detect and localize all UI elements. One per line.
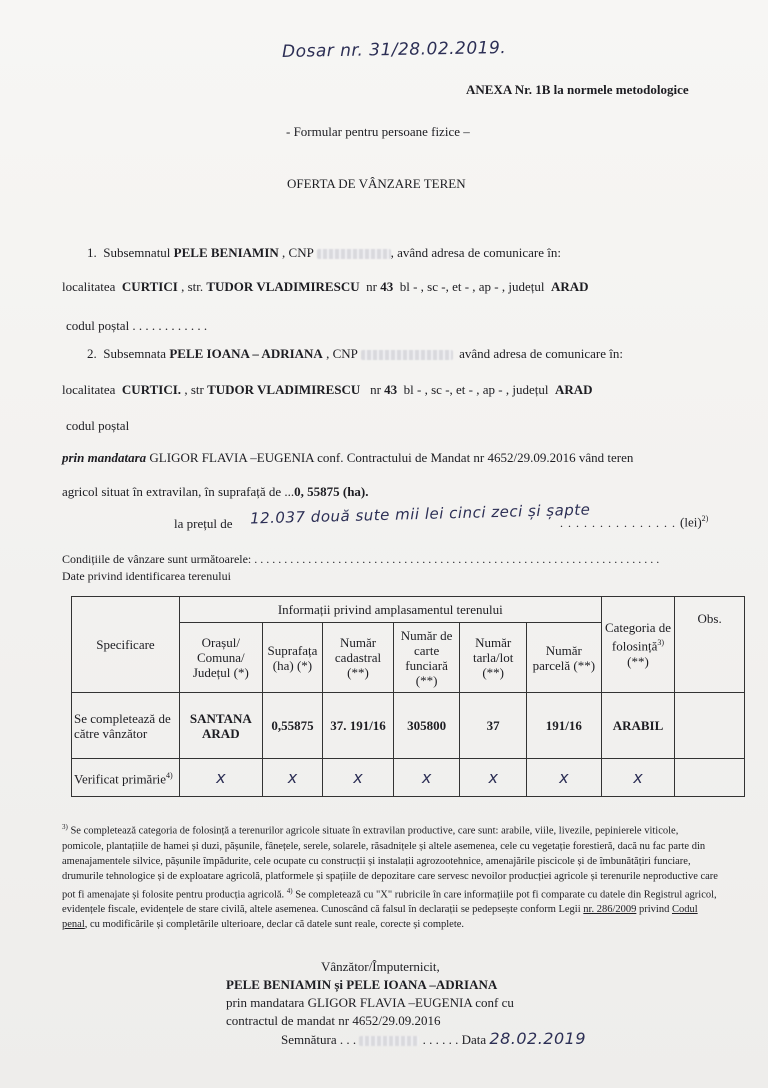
handwritten-date: 28.02.2019: [489, 1029, 586, 1048]
cell-obs: [675, 759, 745, 797]
agent-name: GLIGOR FLAVIA –EUGENIA: [149, 450, 314, 465]
cnp-label: , CNP: [326, 346, 358, 361]
check-mark: x: [353, 767, 363, 787]
annex-title: ANEXA Nr. 1B la normele metodologice: [466, 82, 689, 97]
declaration-text: Cunoscând că falsul în declarații se pedepsește conform Legii: [321, 904, 581, 915]
county-value: ARAD: [550, 279, 589, 294]
category-header: [601, 597, 675, 693]
cell-land-book: 305800: [393, 693, 460, 759]
seller-2-prefix: Subsemnata: [103, 346, 167, 361]
check-mark: x: [488, 767, 498, 787]
signer-role: Vânzător/Împuternicit,: [321, 959, 440, 974]
address-intro: , având adresa de comunicare în:: [390, 245, 561, 260]
address-intro: având adresa de comunicare în:: [459, 346, 624, 361]
street-label: , str: [184, 382, 204, 397]
number-value: 43: [384, 382, 398, 397]
footnote-ref: 4): [286, 886, 293, 895]
footnote-ref: 4): [166, 771, 173, 781]
col-plot: Număr tarla/lot (**): [460, 623, 527, 693]
land-area: 0, 55875 (ha).: [294, 484, 369, 499]
land-info-table: [71, 596, 745, 797]
signer-names: PELE BENIAMIN și PELE IOANA –ADRIANA: [226, 977, 498, 992]
mandate-text: conf. Contractului de Mandat nr 4652/29.09.2016 vând teren: [317, 450, 634, 465]
row-townhall-text: Verificat primărie: [74, 771, 167, 787]
cell-parcel: 191/16: [526, 693, 601, 759]
col-locality: Orașul/ Comuna/ Județul (*): [179, 623, 262, 693]
col-land-book: Număr de carte funciară (**): [393, 623, 460, 693]
locality-value: CURTICI: [121, 279, 178, 294]
law-reference: nr. 286/2009: [583, 904, 637, 915]
postal-code-2: codul poștal: [66, 418, 130, 433]
seller-2-address: [62, 382, 593, 398]
declaration-text: , cu modificările și completările ulterioare, declar că datele sunt reale, corecte și complete.: [84, 919, 465, 930]
check-mark: x: [559, 767, 569, 787]
street-value: TUDOR VLADIMIRESCU: [206, 279, 360, 294]
obs-header: Obs.: [675, 597, 745, 693]
footnote-3: Se completează categoria de folosință a terenurilor agricole situate în extravilan productive, care sunt: arabile, viile, livezile, pepinierele viticole, pomicole, plantațiile de hamei și duzi, pășunile, fânețele, serele, solarele, răsadnițele și altele asemenea, cele cu vegetație forestieră, dacă nu fac parte din amenajamentele silvice, pășunile împădurite, cele ocupate cu construcții și instalații agrozootehnice, amenajările piscicole și de îmbunătățiri funciare, drumurile tehnologice și de exploatare agricolă, platformele și spațiile de depozitare care servesc nevoilor producției agricole și terenurile neproductive care pot fi amenajate și folosite pentru producția agricolă.: [62, 825, 718, 900]
redacted-cnp: [361, 350, 453, 360]
handwritten-file-number: Dosar nr. 31/28.02.2019.: [281, 38, 507, 62]
mandate-line: [62, 450, 633, 466]
mandate-label: prin mandatara: [62, 450, 147, 465]
specification-header: Specificare: [72, 597, 180, 693]
col-parcel: Număr parcelă (**): [526, 623, 601, 693]
row-seller-label: Se completează de către vânzător: [72, 693, 180, 759]
locality-label: localitatea: [62, 279, 116, 294]
county-value: ARAD: [554, 382, 593, 397]
sale-conditions: Condițiile de vânzare sunt următoarele: . . . . . . . . . . . . . . . . . . . . . . . . . . . . . . . . . . . . . . . . . . . . . . . . . . . . . . . . . . . . . . . . . . . .: [62, 552, 660, 566]
signature-line: [226, 1030, 586, 1049]
check-mark: x: [287, 767, 298, 787]
cell-cadastral: 37. 191/16: [323, 693, 394, 759]
locality-value: CURTICI.: [121, 382, 182, 397]
item-number: 1.: [87, 245, 97, 260]
cell-area: 0,55875: [262, 693, 323, 759]
col-area: Suprafața (ha) (*): [262, 623, 323, 693]
street-label: , str.: [181, 279, 204, 294]
date-label: Data: [461, 1032, 487, 1047]
row-townhall-label: [72, 759, 180, 797]
footnote-4: Se completează cu "X" rubricile în care informațiile pot fi comparate cu datele din Registrul agricol, evidențele fiscale, evidențele de stare civilă, altele asemenea.: [62, 889, 717, 915]
seller-2-name: PELE IOANA – ADRIANA: [169, 346, 323, 361]
number-label: nr: [366, 279, 377, 294]
cell-locality: SANTANA ARAD: [179, 693, 262, 759]
redacted-cnp: [317, 249, 391, 259]
cell-plot: 37: [460, 693, 527, 759]
document-title: OFERTA DE VÂNZARE TEREN: [287, 176, 466, 191]
seller-1-prefix: Subsemnatul: [103, 245, 171, 260]
price-label: la prețul de: [174, 516, 233, 531]
currency-label: [680, 514, 708, 530]
street-value: TUDOR VLADIMIRESCU: [207, 382, 361, 397]
table-row: [72, 693, 745, 759]
seller-2-line: [87, 346, 623, 362]
land-line: [62, 484, 369, 500]
locality-label: localitatea: [62, 382, 116, 397]
postal-code-1: codul poștal . . . . . . . . . . . .: [66, 318, 208, 333]
check-mark: x: [216, 767, 226, 787]
item-number: 2.: [87, 346, 97, 361]
footnote-ref: 3): [62, 823, 68, 831]
category-suffix: (**): [627, 653, 649, 669]
redacted-signature: [359, 1036, 419, 1046]
address-details: bl - , sc -, et - , ap - , județul: [403, 382, 549, 397]
address-details: bl - , sc -, et - , ap - , județul: [399, 279, 545, 294]
price-dots: . . . . . . . . . . . . . . .: [560, 516, 676, 530]
seller-1-name: PELE BENIAMIN: [173, 245, 279, 260]
declaration-text: privind: [639, 904, 670, 915]
identification-heading: Date privind identificarea terenului: [62, 569, 231, 583]
handwritten-price: 12.037 două sute mii lei cinci zeci și șapte: [249, 500, 591, 528]
check-mark: x: [633, 767, 643, 787]
footnote-ref: 3): [657, 638, 665, 648]
cell-obs: [675, 693, 745, 759]
form-type: - Formular pentru persoane fizice –: [286, 124, 470, 139]
location-info-header: Informații privind amplasamentul terenului: [179, 597, 601, 623]
signature-label: Semnătura . . .: [281, 1032, 357, 1047]
footnotes: [62, 820, 722, 932]
land-text: agricol situat în extravilan, în suprafață de ...: [62, 484, 295, 499]
footnote-ref: 2): [701, 514, 709, 523]
table-row: [72, 759, 745, 797]
currency-text: (lei): [680, 514, 702, 530]
number-value: 43: [380, 279, 394, 294]
cnp-label: , CNP: [282, 245, 314, 260]
check-mark: x: [421, 767, 432, 787]
contract-line: contractul de mandat nr 4652/29.09.2016: [226, 1013, 441, 1028]
signature-block: [226, 958, 586, 1049]
penal-code-reference: Codul penal: [62, 904, 698, 930]
number-label: nr: [370, 382, 381, 397]
category-label: Categoria de folosință: [604, 620, 672, 654]
cell-category: ARABIL: [601, 693, 675, 759]
seller-1-line: [87, 245, 561, 261]
agent-line: prin mandatara GLIGOR FLAVIA –EUGENIA conf cu: [226, 995, 514, 1010]
col-cadastral: Număr cadastral (**): [323, 623, 394, 693]
signature-dots: . . . . . .: [422, 1032, 459, 1047]
seller-1-address: [62, 279, 589, 295]
